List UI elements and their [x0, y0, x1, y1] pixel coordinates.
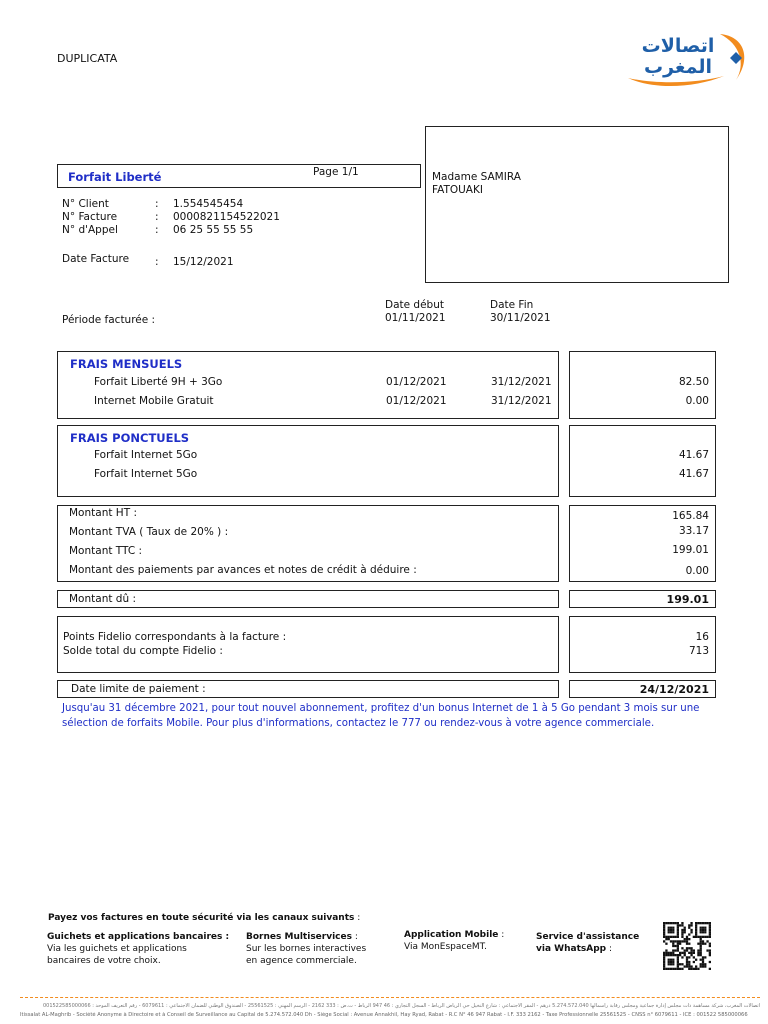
oneoff-charges-box	[57, 425, 559, 497]
period-label: Période facturée :	[62, 314, 156, 326]
period-end-value: 30/11/2021	[490, 312, 551, 324]
channel-kiosks	[246, 931, 396, 967]
logo-text: اتصالات المغرب	[641, 35, 715, 78]
channel-whatsapp-title: Service d'assistance	[536, 932, 640, 942]
client-number-label: N° Client	[62, 198, 109, 210]
monthly-amounts-box	[569, 351, 716, 419]
fidelio-labels-box	[57, 616, 559, 673]
amount-due-value-box	[569, 590, 716, 608]
channel-banks-title: Guichets et applications bancaires :	[47, 932, 230, 942]
advance-payments-value: 0.00	[685, 565, 709, 577]
promo-line-1: Jusqu'au 31 décembre 2021, pour tout nouvel abonnement, profitez d'un bonus Internet de 1 à 5 Go pendant 3 mois sur une	[62, 703, 700, 714]
invoice-date-value: 15/12/2021	[173, 256, 234, 268]
channel-mobile-app-title: Application Mobile	[404, 930, 499, 940]
fidelio-balance-label: Solde total du compte Fidelio :	[63, 645, 223, 657]
recipient-line-2: FATOUAKI	[432, 184, 483, 196]
channel-kiosks-title: Bornes Multiservices	[246, 932, 352, 942]
list-item: Internet Mobile Gratuit	[94, 395, 214, 407]
list-item-start: 01/12/2021	[386, 395, 447, 407]
legal-french: Itissalat AL-Maghrib - Société Anonyme à Directoire et à Conseil de Surveillance au Capital de 5.274.572.040 Dh - Siège Social : Avenue Annakhil, Hay Ryad, Rabat - R.C N° 46 947 Rabat - I.F. 333 2162 - Taxe Professionnelle 25561525 - CNSS n° 6079611 - ICE : 001522 585000066	[20, 1012, 748, 1018]
colon: :	[498, 930, 505, 940]
period-start-value: 01/11/2021	[385, 312, 446, 324]
amount-ht-value: 165.84	[672, 510, 709, 522]
list-item-start: 01/12/2021	[386, 376, 447, 388]
fidelio-points-value: 16	[695, 631, 709, 643]
totals-values-box	[569, 505, 716, 582]
fidelio-points-label: Points Fidelio correspondants à la facture :	[63, 631, 287, 643]
qr-code-icon	[662, 922, 712, 970]
channel-whatsapp-line-2: via WhatsApp	[536, 944, 607, 954]
colon: :	[354, 913, 361, 923]
channel-kiosks-line-2: en agence commerciale.	[246, 956, 357, 966]
payment-deadline-label: Date limite de paiement :	[71, 683, 206, 695]
recipient-line-1: Madame SAMIRA	[432, 171, 521, 183]
list-item-end: 31/12/2021	[491, 376, 552, 388]
channel-mobile-app-line-1: Via MonEspaceMT.	[404, 942, 487, 952]
list-item: Forfait Liberté 9H + 3Go	[94, 376, 223, 388]
period-end-label: Date Fin	[490, 299, 534, 311]
channel-banks	[47, 931, 237, 967]
amount-ttc-value: 199.01	[672, 544, 709, 556]
payment-deadline-label-box	[57, 680, 559, 698]
page-number: Page 1/1	[313, 166, 359, 178]
advance-payments-label: Montant des paiements par avances et notes de crédit à déduire :	[69, 564, 417, 576]
call-number-value: 06 25 55 55 55	[173, 224, 254, 236]
fidelio-balance-value: 713	[688, 645, 709, 657]
payment-channels-intro	[48, 913, 360, 923]
amount-tva-value: 33.17	[678, 525, 709, 537]
oneoff-charges-title: FRAIS PONCTUELS	[70, 431, 190, 445]
amount-due-label: Montant dû :	[69, 593, 136, 605]
colon: :	[155, 198, 159, 210]
client-number-value: 1.554545454	[173, 198, 244, 210]
list-item-amount: 0.00	[685, 395, 709, 407]
amount-tva-label: Montant TVA ( Taux de 20% ) :	[69, 526, 229, 538]
footer-divider	[20, 997, 760, 998]
colon: :	[606, 944, 612, 954]
amount-ht-label: Montant HT :	[69, 507, 137, 519]
payment-deadline-value-box	[569, 680, 716, 698]
list-item-amount: 41.67	[678, 468, 709, 480]
amount-due-value: 199.01	[666, 593, 709, 606]
monthly-charges-title: FRAIS MENSUELS	[70, 357, 183, 371]
channel-banks-line-1: Via les guichets et applications	[47, 944, 187, 954]
list-item-amount: 82.50	[678, 376, 709, 388]
list-item-amount: 41.67	[678, 449, 709, 461]
duplicata-label: DUPLICATA	[57, 52, 118, 65]
plan-name: Forfait Liberté	[68, 170, 162, 184]
period-start-label: Date début	[385, 299, 444, 311]
payment-channels-intro-text: Payez vos factures en toute sécurité via les canaux suivants	[48, 913, 355, 923]
channel-mobile-app	[404, 929, 524, 953]
colon: :	[155, 256, 159, 268]
totals-labels-box	[57, 505, 559, 582]
oneoff-amounts-box	[569, 425, 716, 497]
payment-deadline-value: 24/12/2021	[639, 683, 709, 696]
company-logo	[624, 28, 754, 88]
recipient-box	[425, 126, 729, 283]
legal-arabic: اتصالات المغرب، شركة مساهمة ذات مجلس إدارة جماعية ومجلس رقابة رأسمالها 5.274.572.040 درهم - المقر الاجتماعي : شارع النخيل حي الرياض الرباط - السجل التجاري : 46 947 الرباط - ت.ض : 333 2162 - الرسم المهني : 25561525 - الصندوق الوطني للضمان الاجتماعي : 6079611 - رقم التعريف الموحد : 001522585000066	[42, 1003, 760, 1009]
fidelio-values-box	[569, 616, 716, 673]
invoice-date-label: Date Facture	[62, 253, 130, 265]
channel-banks-line-2: bancaires de votre choix.	[47, 956, 161, 966]
colon: :	[351, 932, 358, 942]
channel-whatsapp	[536, 931, 656, 955]
call-number-label: N° d'Appel	[62, 224, 118, 236]
channel-kiosks-line-1: Sur les bornes interactives	[246, 944, 367, 954]
promo-line-2: sélection de forfaits Mobile. Pour plus d'informations, contactez le 777 ou rendez-vous à votre agence commerciale.	[62, 718, 655, 729]
amount-due-label-box	[57, 590, 559, 608]
list-item: Forfait Internet 5Go	[94, 468, 198, 480]
plan-header-box	[57, 164, 421, 188]
amount-ttc-label: Montant TTC :	[69, 545, 143, 557]
list-item-end: 31/12/2021	[491, 395, 552, 407]
colon: :	[155, 211, 159, 223]
list-item: Forfait Internet 5Go	[94, 449, 198, 461]
monthly-charges-box	[57, 351, 559, 419]
colon: :	[155, 224, 159, 236]
invoice-number-value: 0000821154522021	[173, 211, 280, 223]
invoice-number-label: N° Facture	[62, 211, 118, 223]
